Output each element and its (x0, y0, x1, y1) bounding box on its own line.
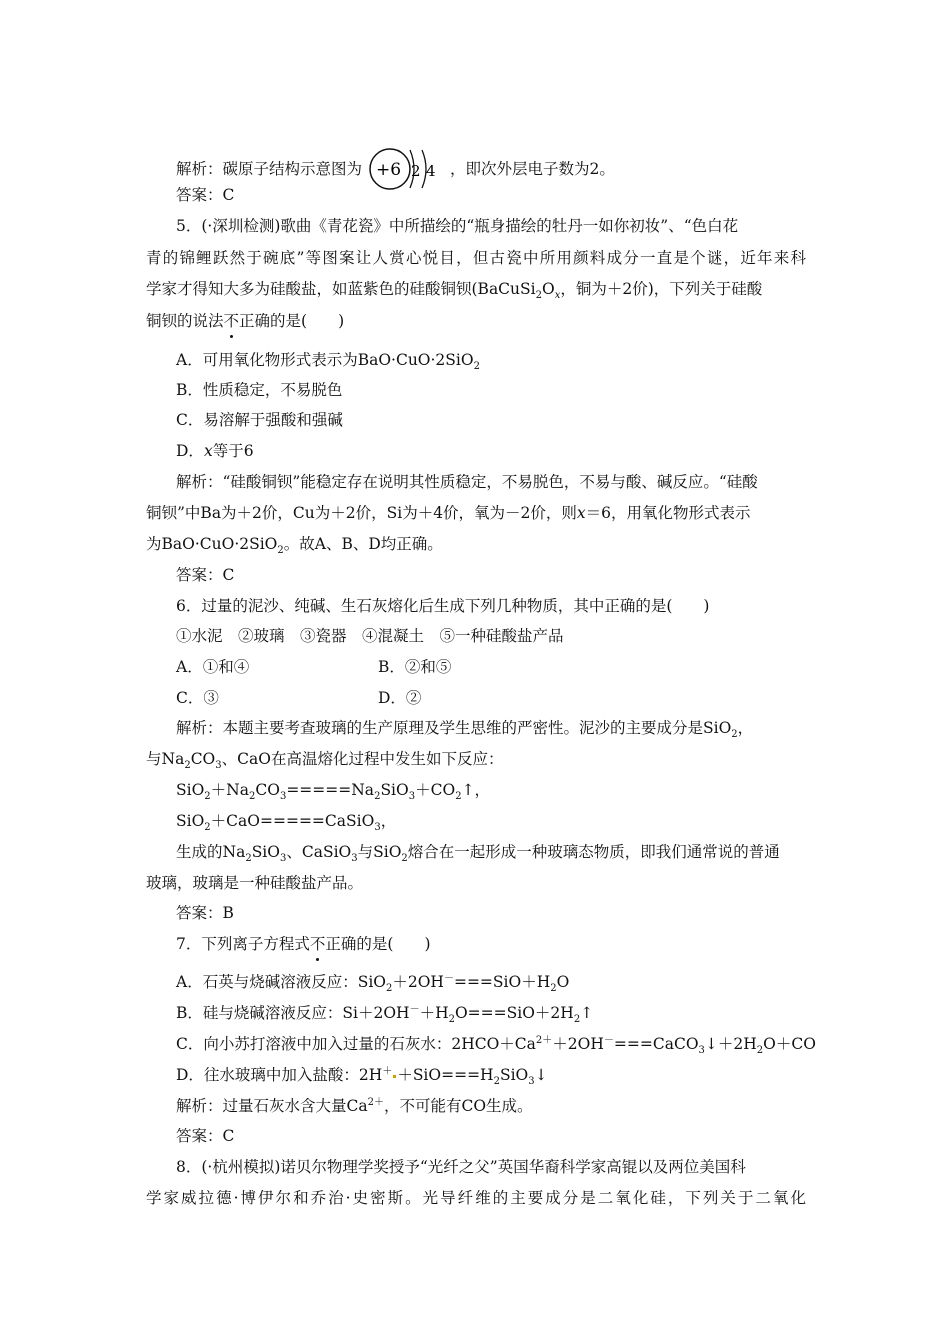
atom-shell1-label: 2 (411, 162, 421, 180)
q6-conclusion-line1: 生成的$Na_2SiO_3$、CaSiO$_3$与SiO$_2$熔合在一起形成一种玻璃态物质，即我们通常说的普通 (176, 843, 780, 865)
q7-option-b: B．硅与烧碱溶液反应：$Si+2OH^-+H_2O===SiO+2H_2↑$ (176, 1003, 594, 1026)
q5-stem-line1: 5．(·深圳检测)歌曲《青花瓷》中所描绘的“瓶身描绘的牡丹一如你初妆”、“色白花 (176, 217, 739, 235)
q7-option-d: D．往水玻璃中加入盐酸：$2H^+ +SiO===H_2SiO_3↓$ (176, 1065, 548, 1088)
q6-options-row2 (176, 688, 836, 708)
q7-option-a: A．石英与烧碱溶液反应：$SiO_2+2OH^-===SiO+H_2O$ (176, 972, 570, 995)
q6-options-row1 (176, 657, 836, 677)
q5-option-d: D．x等于6 (176, 442, 254, 460)
q5-stem-line3: 学家才得知大多为硅酸盐，如蓝紫色的硅酸铜钡($BaCuSi_2O_x$，铜为＋2价)，下列关于硅酸 (146, 280, 763, 302)
atom-shell2-label: 4 (426, 162, 436, 180)
q5-answer: 答案：C (176, 566, 235, 584)
q6-option-b: B．②和⑤ (378, 658, 452, 676)
q4-answer: 答案：C (176, 186, 235, 204)
q6-equation1: $SiO_2+Na_2CO_3=====Na_2SiO_3+CO_2↑$， (176, 781, 491, 803)
q6-option-d: D．② (378, 689, 422, 707)
emphasis-dot-not: 不 (223, 312, 240, 330)
q5-option-b: B．性质稳定，不易脱色 (176, 381, 343, 399)
q5-analysis-line2: 铜钡”中Ba为＋2价，Cu为＋2价，Si为＋4价，氧为－2价，则x＝6，用氧化物形式表示 (146, 504, 751, 522)
q7-answer: 答案：C (176, 1127, 235, 1145)
q6-analysis-line2: 与$Na_2CO_3$、CaO在高温熔化过程中发生如下反应： (146, 750, 504, 772)
emphasis-dot-not: 不 (309, 935, 326, 953)
q5-analysis-line3: 为BaO·CuO·2SiO$_2$。故A、B、D均正确。 (146, 535, 443, 557)
q6-option-c: C．③ (176, 689, 219, 707)
q6-stem: 6．过量的泥沙、纯碱、生石灰熔化后生成下列几种物质，其中正确的是( ) (176, 597, 710, 615)
q7-option-c: C．向小苏打溶液中加入过量的石灰水：$2HCO+Ca^{2+}+2OH^-===CaCO_3↓+2H_2O+CO$ (176, 1034, 816, 1057)
atom-nucleus-label: +6 (376, 160, 402, 180)
q6-option-a: A．①和④ (176, 658, 250, 676)
q7-analysis: 解析：过量石灰水含大量$Ca^{2+}$，不可能有CO生成。 (176, 1096, 533, 1115)
q6-equation2: SiO$_2$＋CaO=====CaSiO$_3$， (176, 812, 397, 834)
carbon-atom-structure-diagram (366, 150, 446, 190)
q8-stem-line1: 8．(·杭州模拟)诺贝尔物理学奖授予“光纤之父”英国华裔科学家高锟以及两位美国科 (176, 1158, 746, 1176)
q5-analysis-line1: 解析：“硅酸铜钡”能稳定存在说明其性质稳定，不易脱色，不易与酸、碱反应。“硅酸 (176, 473, 758, 491)
q7-stem: 7．下列离子方程式不正确的是( ) (176, 935, 431, 953)
q5-option-a: A．可用氧化物形式表示为BaO·CuO·2SiO$_2$ (176, 351, 480, 373)
q5-stem-line2: 青的锦鲤跃然于碗底”等图案让人赏心悦目，但古瓷中所用颜料成分一直是个谜，近年来科 (146, 249, 806, 267)
q6-answer: 答案：B (176, 904, 234, 922)
q4-analysis: 解析：碳原子结构示意图为 +6 2 4 ，即次外层电子数为2。 (176, 150, 836, 190)
q5-stem-line4: 铜钡的说法不正确的是( ) (146, 312, 345, 330)
q8-stem-line2: 学家威拉德·博伊尔和乔治·史密斯。光导纤维的主要成分是二氧化硅，下列关于二氧化 (146, 1189, 806, 1207)
q6-items: ①水泥 ②玻璃 ③瓷器 ④混凝土 ⑤一种硅酸盐产品 (176, 627, 564, 645)
q6-conclusion-line2: 玻璃，玻璃是一种硅酸盐产品。 (146, 874, 364, 892)
q5-option-c: C．易溶解于强酸和强碱 (176, 411, 343, 429)
q6-analysis-line1: 解析：本题主要考查玻璃的生产原理及学生思维的严密性。泥沙的主要成分是SiO$_2$， (176, 719, 754, 741)
stray-mark (393, 1075, 396, 1078)
